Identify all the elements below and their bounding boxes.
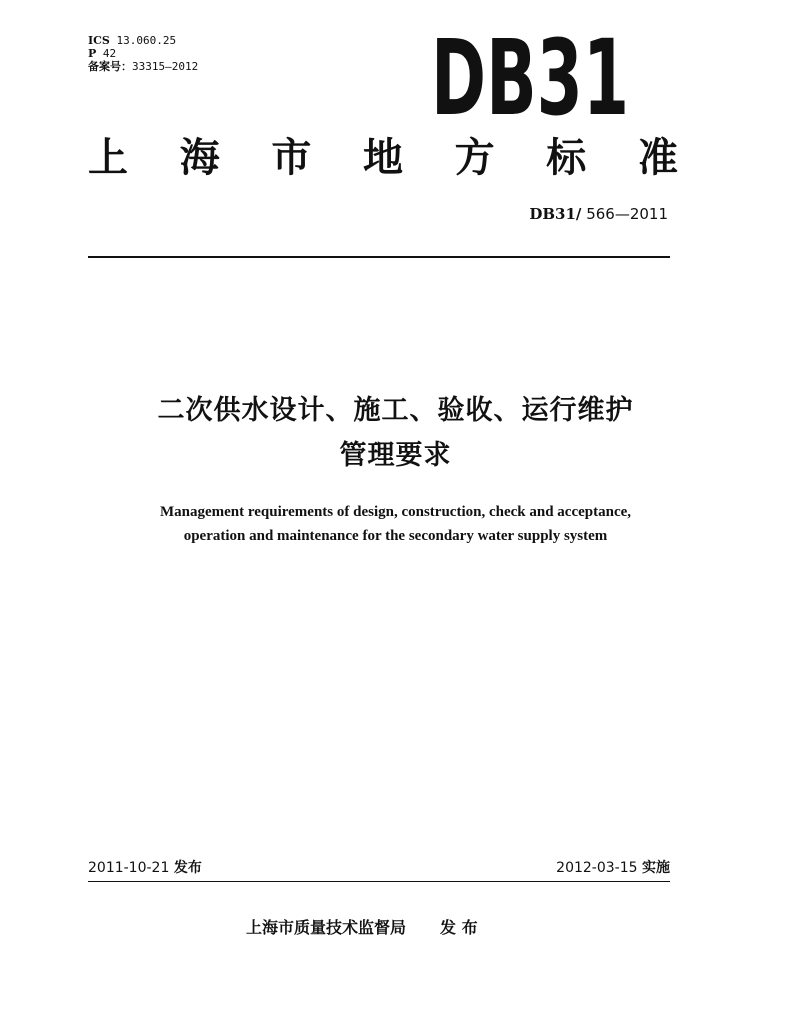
title-cn-line2: 管理要求 — [339, 440, 452, 471]
standard-type-heading — [88, 134, 678, 182]
implementation-date — [556, 859, 670, 877]
issuer-name: 上海市质量技术监督局 — [246, 918, 407, 937]
ccs-code: 42 — [102, 47, 117, 60]
standard-number-prefix: DB31/ — [529, 205, 582, 223]
ics-row — [88, 34, 198, 47]
release-date — [88, 859, 202, 877]
heading-char: 地 — [362, 135, 403, 181]
bottom-divider — [88, 881, 670, 882]
ics-label: ICS — [88, 34, 110, 47]
filing-row — [88, 60, 198, 73]
top-divider — [88, 256, 670, 258]
ccs-label: P — [88, 47, 97, 60]
heading-char: 标 — [546, 135, 587, 181]
ics-code: 13.060.25 — [116, 34, 177, 47]
release-word: 发布 — [173, 860, 202, 876]
filing-label: 备案号： — [88, 60, 132, 73]
heading-char: 准 — [637, 135, 678, 181]
implementation-date-value: 2012-03-15 — [556, 860, 638, 876]
title-en-line2: operation and maintenance for the secondary water supply system — [183, 528, 608, 544]
filing-number: 33315—2012 — [132, 60, 199, 73]
logo-text: DB31 — [431, 17, 629, 139]
release-date-value: 2011-10-21 — [88, 860, 170, 876]
title-cn-line1: 二次供水设计、施工、验收、运行维护 — [157, 395, 634, 426]
standard-number — [529, 205, 668, 223]
issuer-line — [246, 918, 478, 938]
heading-char: 上 — [88, 135, 128, 181]
issuer-action: 发 布 — [440, 918, 478, 937]
title-en-line1: Management requirements of design, construction, check and acceptance, — [159, 504, 632, 520]
classification-block — [88, 34, 198, 73]
standard-number-value: 566—2011 — [581, 205, 668, 223]
implementation-word: 实施 — [642, 860, 670, 876]
ccs-row — [88, 47, 198, 60]
heading-char: 市 — [271, 135, 312, 181]
db31-logo — [430, 17, 630, 139]
heading-char: 海 — [179, 135, 220, 181]
heading-char: 方 — [454, 135, 495, 181]
